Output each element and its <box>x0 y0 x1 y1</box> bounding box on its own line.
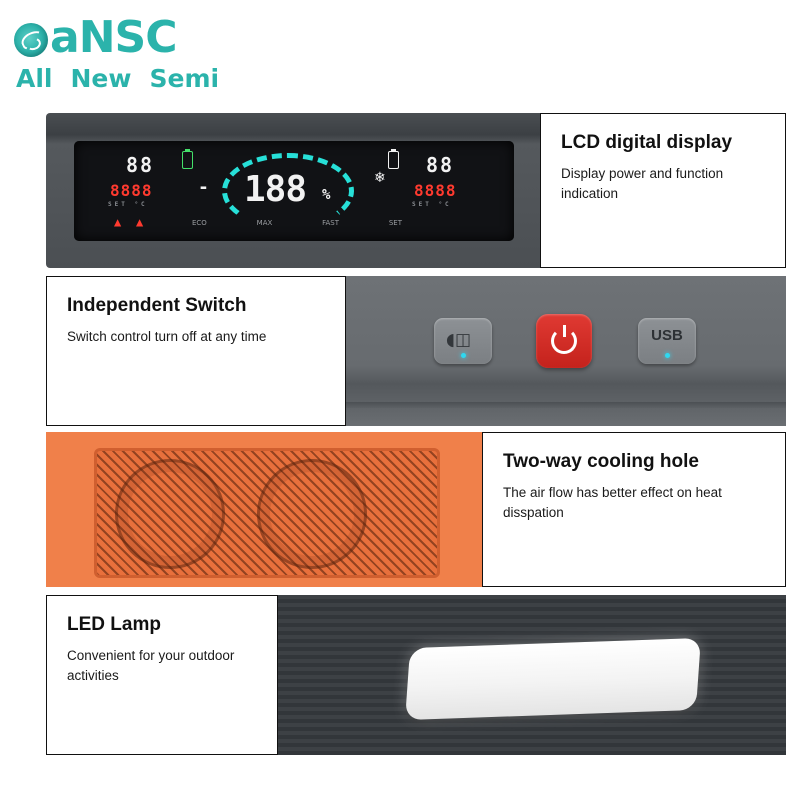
feature-title-independent-switch: Independent Switch <box>67 295 247 316</box>
feature-caption-cooling-hole <box>482 432 786 587</box>
lcd-icon-fast: FAST <box>322 219 340 227</box>
lcd-icon-max: MAX <box>256 219 273 227</box>
panel-edge-strip <box>346 402 786 408</box>
usb-label: USB <box>651 327 683 344</box>
lcd-left-top-value: 88 <box>126 153 155 177</box>
feature-caption-lcd-display <box>540 113 786 268</box>
lcd-center-unit: % <box>322 187 331 203</box>
warning-triangle-icon-2: ▲ <box>136 215 144 229</box>
logo-name: aNSC <box>50 12 177 63</box>
feature-row-led-lamp <box>46 595 786 755</box>
lcd-right-label: SET °C <box>412 201 452 208</box>
lcd-panel-photo <box>46 113 540 268</box>
headlight-icon: ◖◫ <box>446 330 472 350</box>
fan-circle-right <box>257 459 367 569</box>
lcd-icon-set: SET <box>388 219 402 227</box>
lcd-icon-eco: ECO <box>192 219 207 227</box>
power-icon <box>551 328 577 354</box>
logo-tagline-word-3: Semi <box>149 64 220 93</box>
warning-triangle-icon-1: ▲ <box>114 215 122 229</box>
logo-wordmark-row <box>14 14 254 62</box>
battery-icon-right <box>388 151 399 169</box>
light-button[interactable] <box>434 318 492 364</box>
fan-circle-left <box>115 459 225 569</box>
logo-tagline-word-2: New <box>70 64 132 93</box>
lcd-screen <box>74 141 514 241</box>
light-led-indicator <box>461 353 466 358</box>
snowflake-icon: ❄ <box>374 169 386 185</box>
feature-caption-led-lamp <box>46 595 278 755</box>
battery-icon-left <box>182 151 193 169</box>
feature-caption-independent-switch <box>46 276 346 426</box>
feature-title-cooling-hole: Two-way cooling hole <box>503 451 699 472</box>
lcd-center-value: 188 <box>244 169 307 210</box>
feature-row-independent-switch <box>46 276 786 426</box>
lcd-bottom-icon-row <box>192 219 402 227</box>
led-lamp-photo <box>278 595 786 755</box>
feature-title-lcd-display: LCD digital display <box>561 132 733 153</box>
swirl-icon <box>14 23 48 57</box>
lcd-right-top-value: 88 <box>426 153 455 177</box>
switch-panel-photo <box>346 276 786 426</box>
lcd-left-bottom-value: 8888 <box>110 181 153 200</box>
brand-logo <box>14 14 254 104</box>
lcd-left-label: SET °C <box>108 201 148 208</box>
feature-description-cooling-hole: The air flow has better effect on heat disspation <box>503 485 722 520</box>
logo-tagline <box>14 64 254 93</box>
lcd-minus-sign: - <box>198 177 209 198</box>
feature-description-independent-switch: Switch control turn off at any time <box>67 329 267 344</box>
usb-button[interactable] <box>638 318 696 364</box>
feature-row-lcd-display <box>46 113 786 268</box>
led-lamp-bar <box>405 638 701 720</box>
cooling-vent-photo <box>46 432 482 587</box>
logo-tagline-word-1: All <box>16 64 53 93</box>
feature-description-led-lamp: Convenient for your outdoor activities <box>67 648 235 683</box>
feature-row-cooling-hole <box>46 432 786 587</box>
vent-grille <box>94 448 440 578</box>
lcd-right-bottom-value: 8888 <box>414 181 457 200</box>
feature-description-lcd-display: Display power and function indication <box>561 166 724 201</box>
usb-led-indicator <box>665 353 670 358</box>
feature-title-led-lamp: LED Lamp <box>67 614 161 635</box>
power-button[interactable] <box>536 314 592 368</box>
